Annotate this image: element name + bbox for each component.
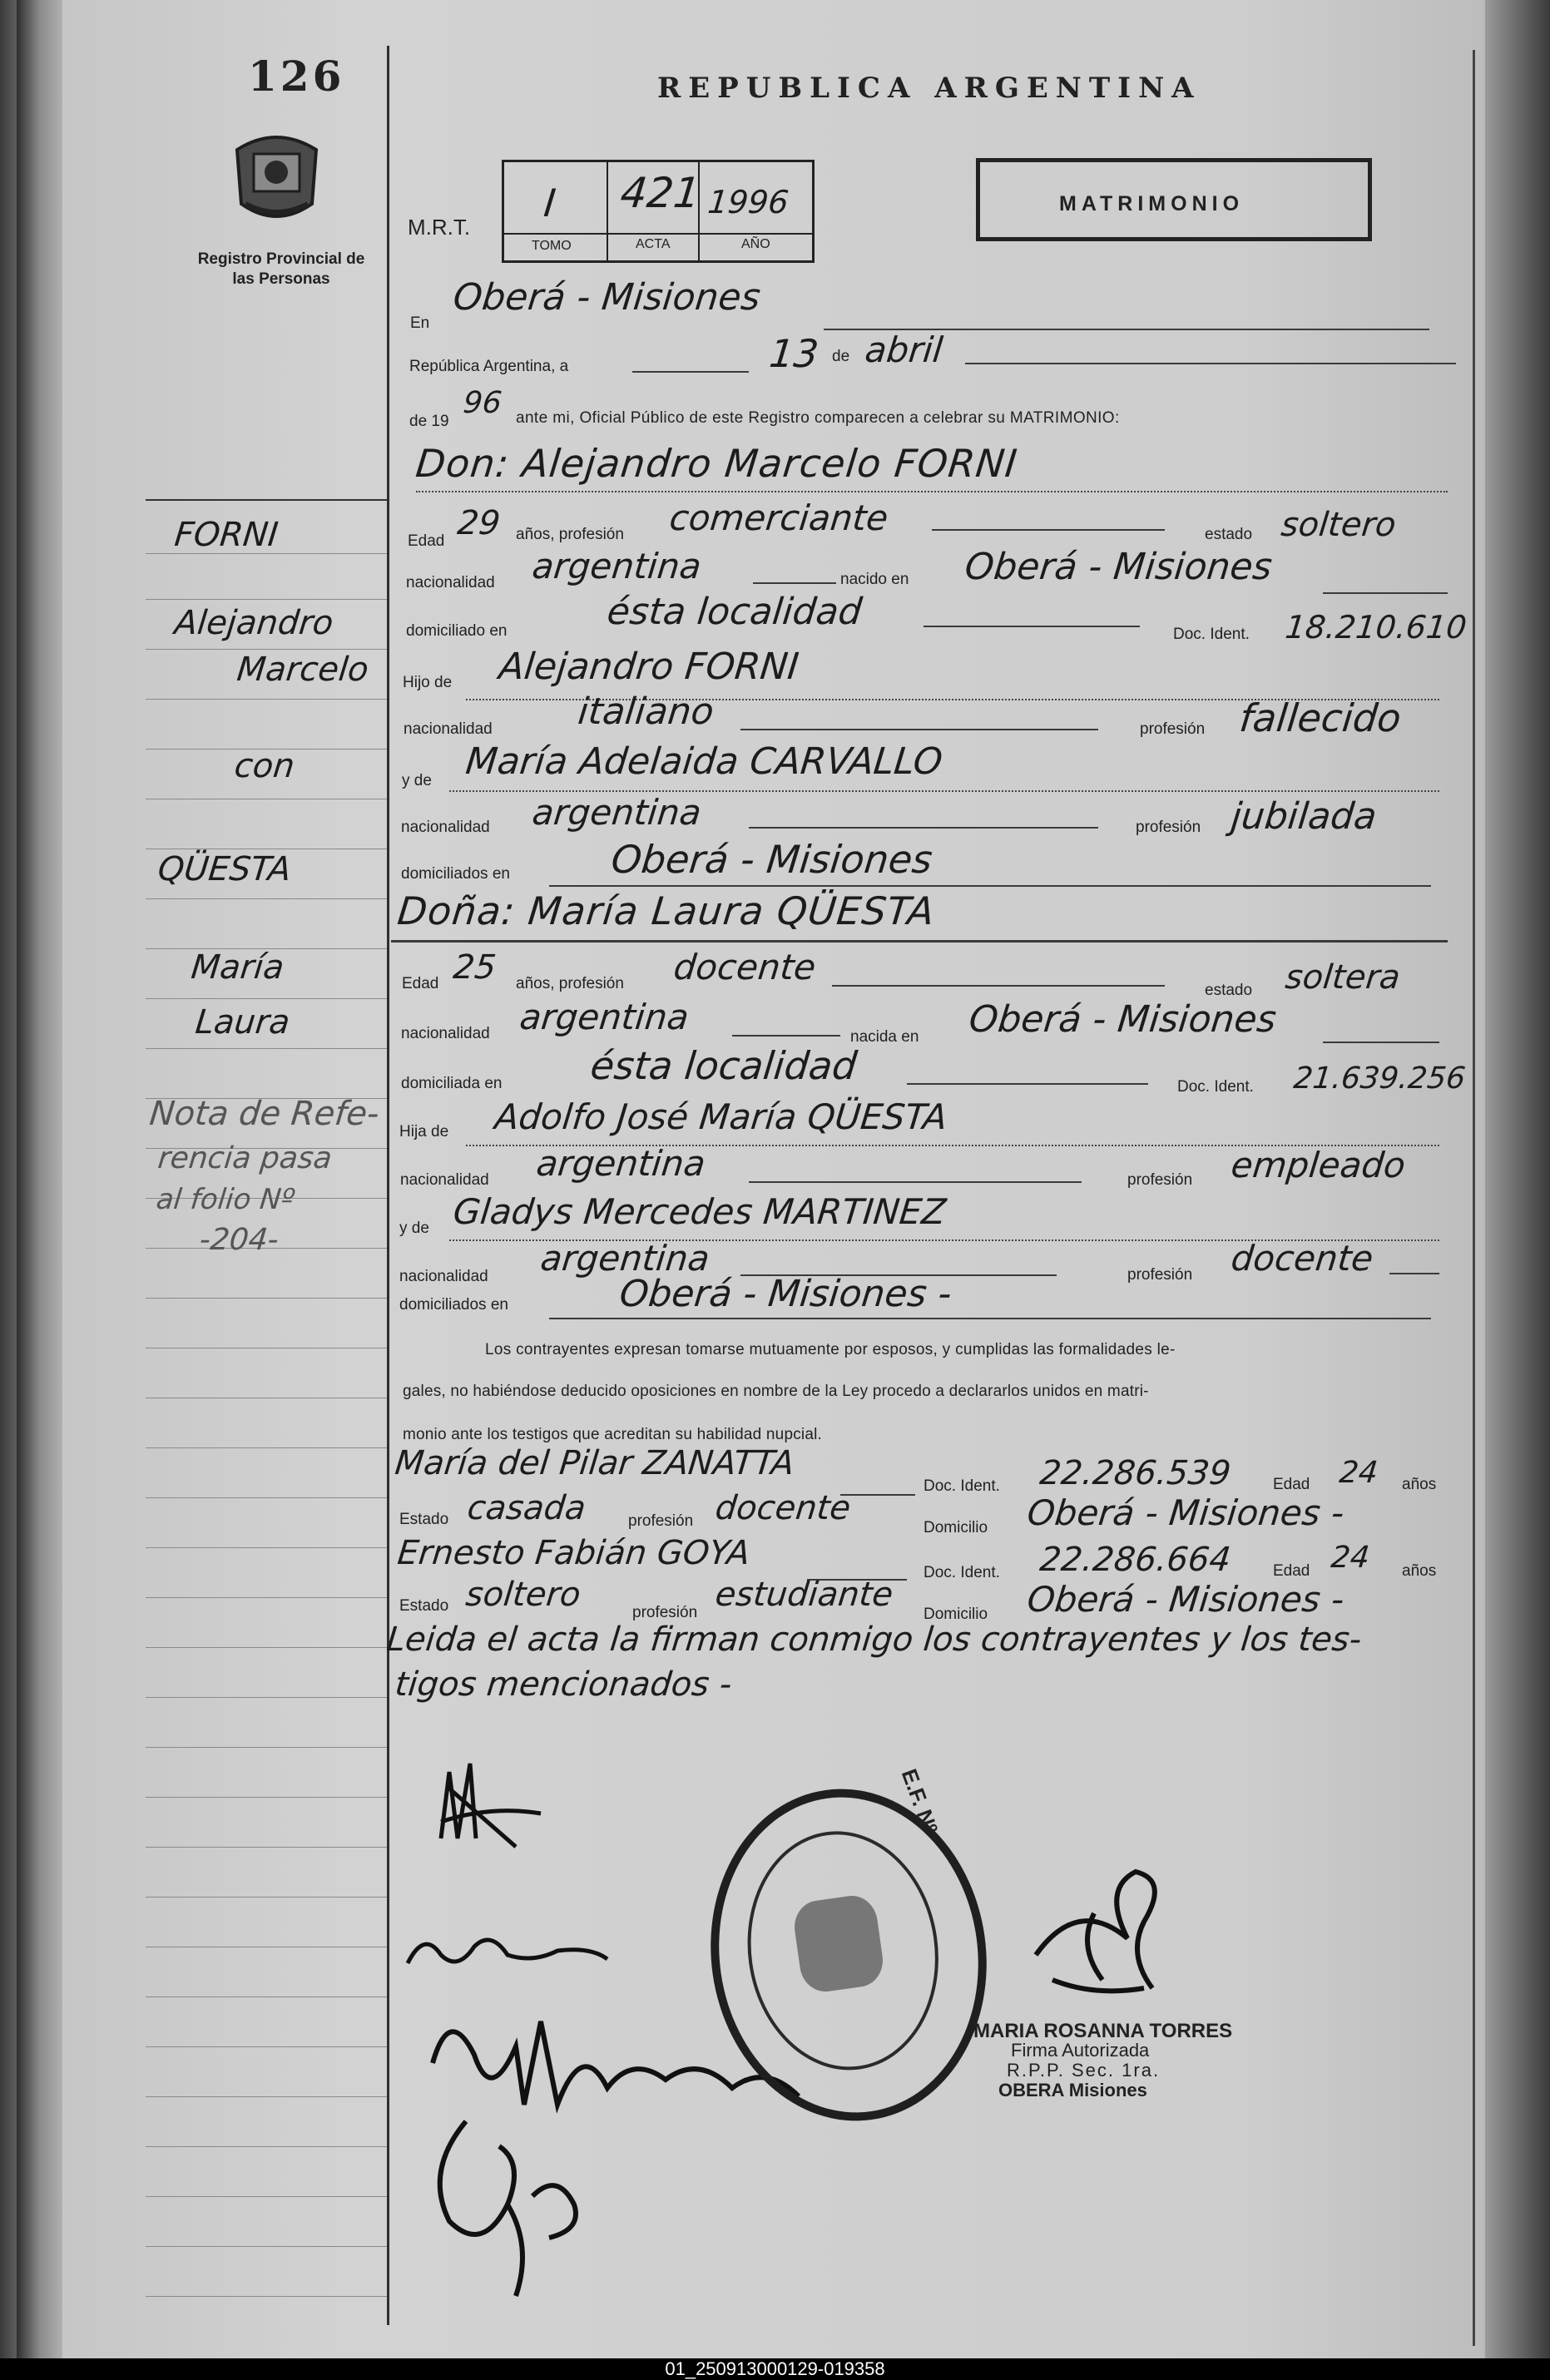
official-signature	[1019, 1863, 1202, 2017]
hijo-label: Hijo de	[403, 674, 453, 691]
edad-label: Edad	[408, 532, 445, 550]
witness-2-edad-label: Edad	[1273, 1562, 1310, 1580]
closing-line-1: Leida el acta la firman conmigo los contrayentes y los tes-	[384, 1620, 1364, 1659]
bride-dona: Doña: María Laura QÜESTA	[395, 888, 938, 933]
anio-label: AÑO	[741, 237, 770, 251]
anio-prefix: de 19	[409, 413, 449, 430]
witness-1-domicilio-label: Domicilio	[924, 1519, 988, 1536]
footer-code: 01_250913000129-019358	[0, 2358, 1550, 2380]
groom-don: Don: Alejandro Marcelo FORNI	[413, 441, 1020, 486]
bride-doc: 21.639.256	[1291, 1061, 1468, 1096]
acta-value: 421	[617, 169, 703, 217]
page-binding-edge	[17, 0, 62, 2358]
nacido-label: nacido en	[840, 571, 909, 588]
bride-padre-nacionalidad: argentina	[534, 1143, 708, 1184]
bride-nacionalidad: argentina	[517, 997, 691, 1037]
witness-1-anos-label: años	[1402, 1476, 1437, 1493]
signature-4	[416, 2096, 599, 2317]
margin-note-2: rencia pasa	[156, 1141, 334, 1175]
signature-2	[399, 1913, 649, 1992]
margin-con: con	[232, 747, 297, 785]
witness-1-domicilio: Oberá - Misiones -	[1025, 1492, 1346, 1533]
margin-note-1: Nota de Refe-	[147, 1095, 381, 1133]
margin-note-3: al folio Nº	[154, 1183, 296, 1216]
bride-profesion: docente	[671, 947, 818, 987]
margin-bride-names-2: Laura	[193, 1003, 292, 1042]
witness-1-doc-label: Doc. Ident.	[924, 1477, 1000, 1495]
official-office: R.P.P. Sec. 1ra.	[1007, 2060, 1161, 2081]
witness-1-doc: 22.286.539	[1037, 1454, 1233, 1492]
bride-padre-prof-label: profesión	[1127, 1171, 1193, 1189]
groom-doc: 18.210.610	[1283, 609, 1468, 646]
witness-2-estado-label: Estado	[399, 1597, 449, 1615]
madre-nacionalidad-label: nacionalidad	[401, 819, 490, 836]
groom-padre: Alejandro FORNI	[497, 646, 801, 688]
groom-padres-domicilio: Oberá - Misiones	[609, 837, 935, 882]
witness-2-estado: soltero	[463, 1576, 583, 1614]
declaration-line-3: monio ante los testigos que acreditan su habilidad nupcial.	[403, 1426, 823, 1443]
groom-edad: 29	[455, 504, 503, 542]
bride-madre: Gladys Mercedes MARTINEZ	[451, 1191, 948, 1232]
intro-text: ante mi, Oficial Público de este Registro comparecen a celebrar su MATRIMONIO:	[516, 409, 1120, 427]
witness-2-domicilio-label: Domicilio	[924, 1606, 988, 1623]
nacionalidad-label: nacionalidad	[406, 574, 495, 591]
bride-domicilio-label: domiciliada en	[401, 1075, 503, 1092]
mrt-label: M.R.T.	[408, 215, 471, 240]
tomo-value: I	[542, 181, 558, 225]
witness-2-doc: 22.286.664	[1037, 1541, 1233, 1579]
declaration-line-1: Los contrayentes expresan tomarse mutuamente por esposos, y cumplidas las formalidades le-	[485, 1341, 1176, 1358]
page-right-shadow	[1485, 0, 1550, 2358]
margin-bride-names-1: María	[189, 948, 286, 987]
registry-seal-icon	[229, 125, 324, 229]
groom-madre-nacionalidad: argentina	[530, 792, 704, 833]
witness-1-edad: 24	[1337, 1456, 1379, 1490]
nacida-label: nacida en	[850, 1028, 919, 1046]
anio-value: 1996	[706, 184, 791, 220]
declaration-line-2: gales, no habiéndose deducido oposiciones en nombre de la Ley procedo a declararlos unidos en matri-	[403, 1383, 1149, 1400]
official-place: OBERA Misiones	[998, 2080, 1147, 2100]
country-title: REPUBLICA ARGENTINA	[657, 72, 1201, 105]
bride-madre-profesion: docente	[1229, 1238, 1375, 1279]
groom-madre-profesion: jubilada	[1229, 795, 1379, 838]
witness-1-name: María del Pilar ZANATTA	[393, 1444, 796, 1482]
madre-profesion-label: profesión	[1136, 819, 1201, 836]
lugar-value: Oberá - Misiones	[451, 276, 763, 319]
groom-padre-profesion: fallecido	[1237, 695, 1404, 740]
groom-estado: soltero	[1279, 506, 1399, 544]
padre-profesion-label: profesión	[1140, 720, 1206, 738]
mrt-box	[502, 160, 815, 263]
witness-1-estado-label: Estado	[399, 1511, 449, 1528]
stamp-corner-text: E.F. Nº	[896, 1765, 943, 1838]
seal-caption: Registro Provincial de las Personas	[197, 250, 365, 288]
groom-nacionalidad: argentina	[530, 546, 704, 586]
bride-madre-nac-label: nacionalidad	[399, 1268, 488, 1285]
groom-madre: María Adelaida CARVALLO	[463, 740, 945, 783]
witness-2-doc-label: Doc. Ident.	[924, 1564, 1000, 1581]
groom-profesion: comerciante	[667, 497, 890, 538]
page-number: 126	[248, 52, 345, 101]
witness-2-domicilio: Oberá - Misiones -	[1025, 1579, 1346, 1620]
official-name: MARIA ROSANNA TORRES	[973, 2020, 1233, 2042]
signature-1	[424, 1722, 557, 1859]
page-right-edge	[1473, 50, 1475, 2346]
bride-nacionalidad-label: nacionalidad	[401, 1025, 490, 1042]
en-label: En	[410, 314, 430, 332]
bride-estado: soltera	[1283, 958, 1403, 997]
closing-line-2: tigos mencionados -	[393, 1665, 734, 1704]
groom-nacido: Oberá - Misiones	[963, 546, 1275, 588]
witness-2-profesion: estudiante	[713, 1576, 895, 1614]
official-role: Firma Autorizada	[1011, 2040, 1150, 2061]
padre-nacionalidad-label: nacionalidad	[404, 720, 493, 738]
margin-groom-surname: FORNI	[172, 516, 280, 554]
groom-domicilio: ésta localidad	[605, 591, 864, 633]
margin-groom-names-2: Marcelo	[235, 651, 371, 689]
domicilio-label: domiciliado en	[406, 622, 508, 640]
yde-label: y de	[402, 772, 432, 789]
margin-note-4: -204-	[197, 1223, 280, 1257]
bride-anos-label: años, profesión	[516, 975, 624, 992]
bride-yde-label: y de	[399, 1220, 429, 1237]
anos-profesion-label: años, profesión	[516, 526, 624, 543]
bride-nacida: Oberá - Misiones	[967, 998, 1279, 1041]
acta-label: ACTA	[636, 237, 671, 251]
mes-value: abril	[863, 329, 945, 370]
bride-edad: 25	[451, 948, 498, 987]
estado-label: estado	[1205, 526, 1253, 543]
bride-padre-profesion: empleado	[1229, 1145, 1408, 1185]
bride-madre-nacionalidad: argentina	[538, 1238, 712, 1279]
tomo-label: TOMO	[532, 239, 572, 253]
margin-bride-surname: QÜESTA	[156, 850, 293, 888]
witness-2-profesion-label: profesión	[632, 1604, 698, 1621]
witness-1-estado: casada	[465, 1489, 588, 1527]
witness-2-anos-label: años	[1402, 1562, 1437, 1580]
bride-madre-prof-label: profesión	[1127, 1266, 1193, 1284]
witness-2-edad: 24	[1329, 1541, 1371, 1575]
bride-padre: Adolfo José María QÜESTA	[493, 1096, 949, 1137]
bride-estado-label: estado	[1205, 982, 1253, 999]
margin-groom-names-1: Alejandro	[172, 604, 335, 642]
witness-2-name: Ernesto Fabián GOYA	[395, 1534, 752, 1572]
bride-padre-nac-label: nacionalidad	[400, 1171, 489, 1189]
de-label: de	[832, 348, 850, 365]
witness-1-profesion-label: profesión	[628, 1512, 694, 1530]
bride-domicilio: ésta localidad	[588, 1043, 859, 1088]
hija-label: Hija de	[399, 1123, 449, 1141]
groom-padre-nacionalidad: italiano	[576, 690, 716, 733]
bride-doc-label: Doc. Ident.	[1177, 1078, 1254, 1096]
bride-padres-domicilio: Oberá - Misiones -	[617, 1273, 954, 1315]
anio-suffix: 96	[461, 386, 503, 420]
witness-1-edad-label: Edad	[1273, 1476, 1310, 1493]
republica-label: República Argentina, a	[409, 358, 569, 375]
witness-1-profesion: docente	[713, 1489, 853, 1527]
dia-value: 13	[767, 331, 821, 376]
bride-domiciliados-label: domiciliados en	[399, 1296, 508, 1314]
column-divider	[387, 46, 389, 2325]
bride-edad-label: Edad	[402, 975, 439, 992]
domiciliados-label: domiciliados en	[401, 865, 510, 883]
matrimonio-box: MATRIMONIO	[976, 158, 1372, 241]
doc-label: Doc. Ident.	[1173, 626, 1250, 643]
